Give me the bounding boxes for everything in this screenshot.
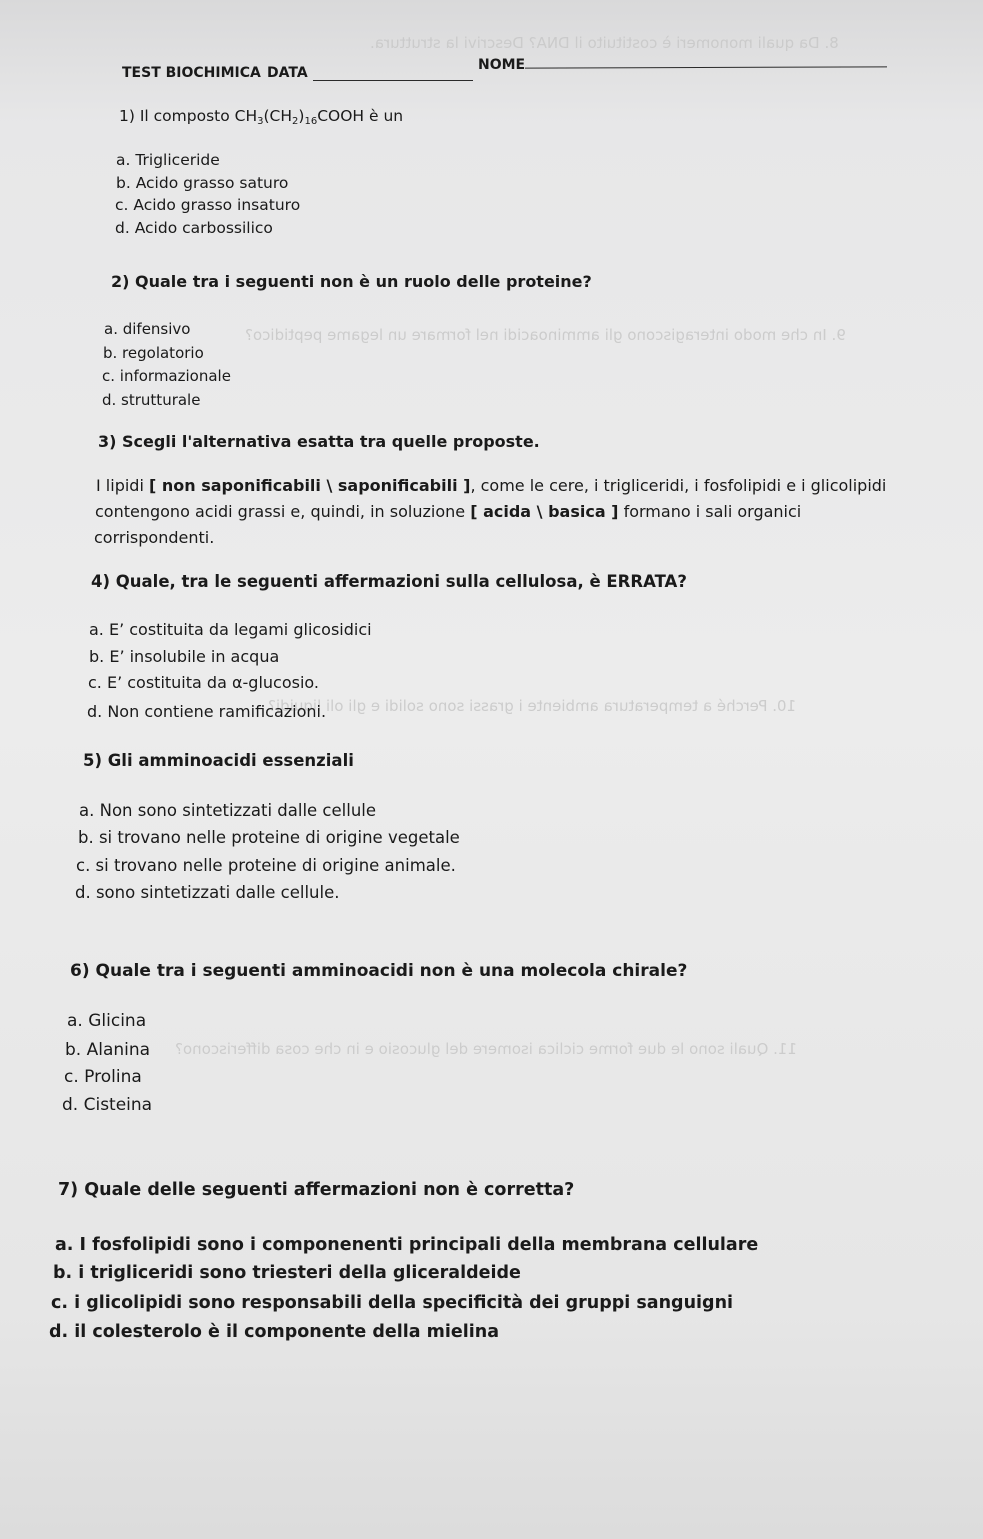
question-6: 6) Quale tra i seguenti amminoacidi non è una molecola chirale? xyxy=(70,961,688,981)
date-field[interactable] xyxy=(313,80,473,81)
test-title: TEST BIOCHIMICA xyxy=(122,65,261,81)
q1-option-c[interactable]: c. Acido grasso insaturo xyxy=(115,196,301,214)
q1-option-b[interactable]: b. Acido grasso saturo xyxy=(116,174,289,192)
question-3: 3) Scegli l'alternativa esatta tra quelle proposte. xyxy=(98,432,540,451)
q4-option-a[interactable]: a. E’ costituita da legami glicosidici xyxy=(89,620,372,639)
q6-option-c[interactable]: c. Prolina xyxy=(64,1067,142,1087)
bleed-through-text: 8. Da quali monomeri è costituito il DNA? Descrivi la struttura. xyxy=(370,34,839,52)
q4-option-c[interactable]: c. E’ costituita da α-glucosio. xyxy=(88,673,319,692)
q4-option-b[interactable]: b. E’ insolubile in acqua xyxy=(89,647,280,666)
q4-option-d[interactable]: d. Non contiene ramificazioni. xyxy=(87,702,327,721)
q2-option-a[interactable]: a. difensivo xyxy=(104,320,191,338)
q6-option-a[interactable]: a. Glicina xyxy=(67,1011,147,1031)
q5-option-c[interactable]: c. si trovano nelle proteine di origine animale. xyxy=(76,856,456,875)
question-1: 1) Il composto $CH_3(CH_2)_{16}COOH$ è un xyxy=(119,107,404,127)
q7-option-b[interactable]: b. i trigliceridi sono triesteri della gliceraldeide xyxy=(53,1263,521,1283)
bleed-through-text: 10. Perché a temperatura ambiente i grassi sono solidi e gli oli liquidi? xyxy=(268,697,797,715)
q6-option-b[interactable]: b. Alanina xyxy=(65,1040,151,1060)
q7-option-c[interactable]: c. i glicolipidi sono responsabili della specificità dei gruppi sanguigni xyxy=(51,1293,734,1313)
question-2: 2) Quale tra i seguenti non è un ruolo delle proteine? xyxy=(111,272,592,291)
question-7: 7) Quale delle seguenti affermazioni non è corretta? xyxy=(58,1180,575,1200)
q3-choice-ph[interactable]: [ acida \ basica ] xyxy=(470,502,619,521)
q2-option-c[interactable]: c. informazionale xyxy=(102,367,231,385)
q3-body-line-1: I lipidi [ non saponificabili \ saponificabili ], come le cere, i trigliceridi, i fosfolipidi e i glicolipidi xyxy=(96,476,887,495)
q7-option-a[interactable]: a. I fosfolipidi sono i componenenti principali della membrana cellulare xyxy=(55,1235,759,1255)
q5-option-d[interactable]: d. sono sintetizzati dalle cellule. xyxy=(75,883,340,902)
q1-option-a[interactable]: a. Trigliceride xyxy=(116,151,220,169)
q6-option-d[interactable]: d. Cisteina xyxy=(62,1095,153,1115)
bleed-through-text: 9. In che modo interagiscono gli amminoacidi nel formare un legame peptidico? xyxy=(245,326,846,344)
question-4: 4) Quale, tra le seguenti affermazioni sulla cellulosa, è ERRATA? xyxy=(91,572,687,591)
bleed-through-text: 11. Quali sono le due forme ciclica isomere del glucosio e in che cosa differiscono? xyxy=(175,1040,797,1058)
q2-option-d[interactable]: d. strutturale xyxy=(102,391,201,409)
date-label: DATA xyxy=(267,65,308,81)
q3-body-line-3: corrispondenti. xyxy=(94,528,215,547)
q3-choice-saponification[interactable]: [ non saponificabili \ saponificabili ] xyxy=(148,476,471,495)
q7-option-d[interactable]: d. il colesterolo è il componente della mielina xyxy=(49,1322,500,1342)
name-label: NOME xyxy=(478,57,526,73)
q3-body-line-2: contengono acidi grassi e, quindi, in soluzione [ acida \ basica ] formano i sali organici xyxy=(95,502,802,521)
q2-option-b[interactable]: b. regolatorio xyxy=(103,344,204,362)
name-field[interactable] xyxy=(525,66,887,68)
q1-option-d[interactable]: d. Acido carbossilico xyxy=(115,219,273,237)
q5-option-a[interactable]: a. Non sono sintetizzati dalle cellule xyxy=(79,801,377,820)
q5-option-b[interactable]: b. si trovano nelle proteine di origine vegetale xyxy=(78,828,460,847)
question-5: 5) Gli amminoacidi essenziali xyxy=(83,751,354,770)
